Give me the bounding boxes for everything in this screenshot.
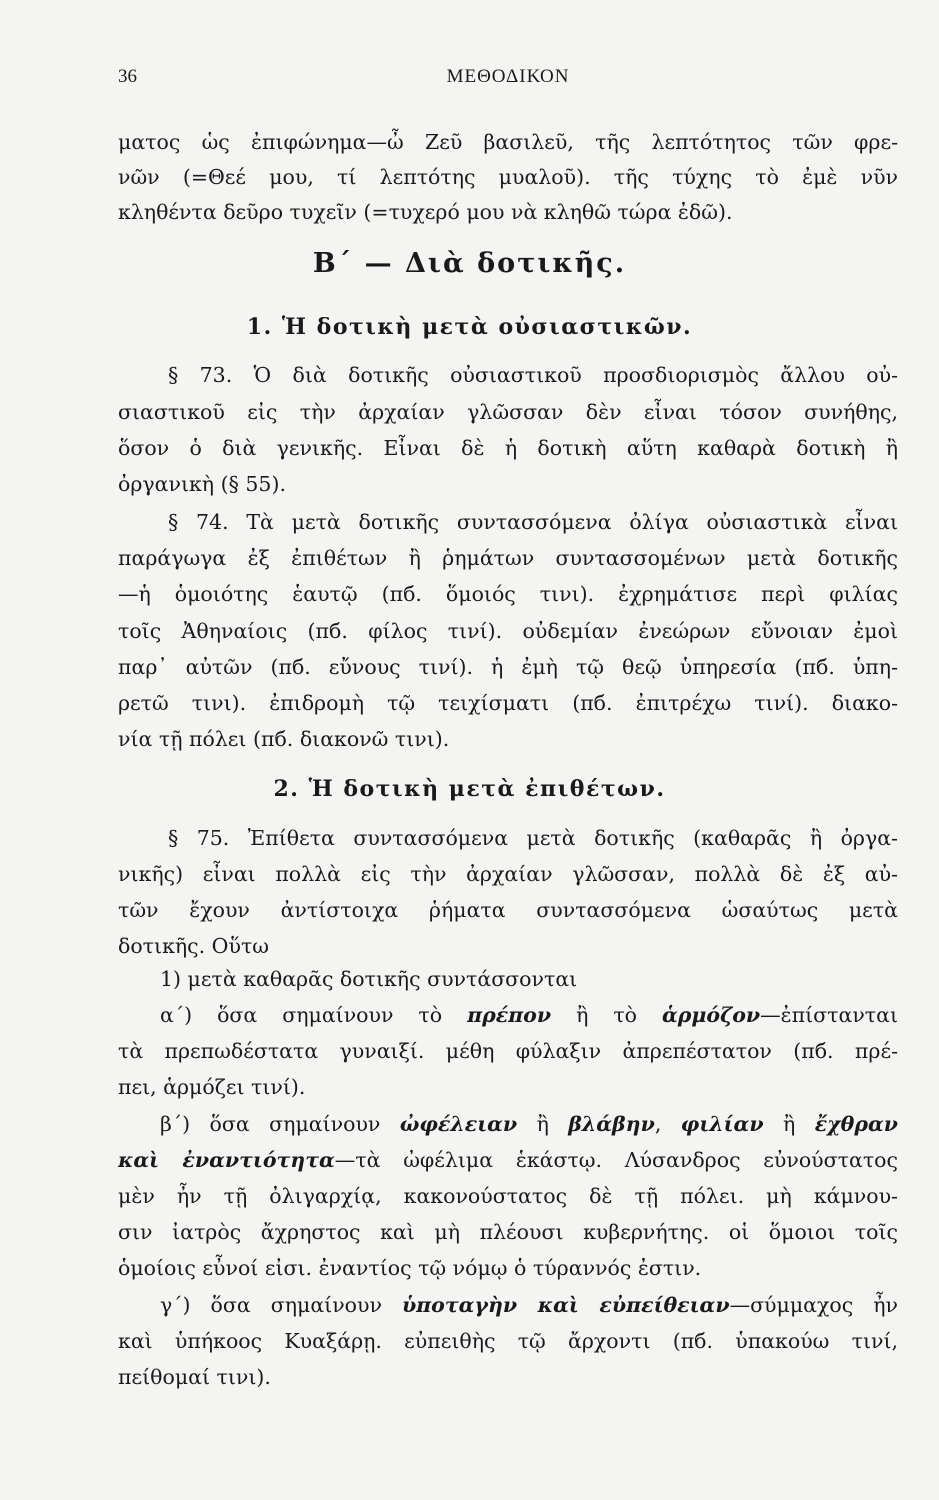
paragraph-74-line: νία τῇ πόλει (πб. διακονῶ τινι). xyxy=(118,727,450,751)
gamma-item-line: γ΄) ὅσα σημαίνουν ὑποταγὴν καὶ εὐπείθειαν—σύμμαχος ἦν xyxy=(160,1293,898,1317)
text-line: κληθέντα δεῦρο τυχεῖν (=τυχερό μου νὰ κληθῶ τώρα ἐδῶ). xyxy=(118,200,733,224)
paragraph-73-line: § 73. Ὁ διὰ δοτικῆς οὐσιαστικοῦ προσδιορισμὸς ἄλλου οὐ- xyxy=(168,363,898,387)
paragraph-75-line: τῶν ἔχουν ἀντίστοιχα ῥήματα συντασσόμενα ὡσαύτως μετὰ xyxy=(118,898,898,922)
paragraph-75-line: § 75. Ἐπίθετα συντασσόμενα μετὰ δοτικῆς (καθαρᾶς ἢ ὀργα- xyxy=(168,826,898,850)
emphasis-term: φιλίαν xyxy=(680,1112,764,1136)
page-header xyxy=(118,66,898,96)
gamma-item-line: καὶ ὑπήκοος Κυαξάρῃ. εὐπειθὴς τῷ ἄρχοντι (πб. ὑπακούω τινί, xyxy=(118,1329,898,1353)
page-number: 36 xyxy=(118,66,137,87)
beta-item-line: ὁμοίοις εὖνοί εἰσι. ἐναντίος τῷ νόμῳ ὁ τύραννός ἐστιν. xyxy=(118,1256,702,1280)
text-line: ματος ὡς ἐπιφώνημα—ὦ Ζεῦ βασιλεῦ, τῆς λεπτότητος τῶν φρε- xyxy=(118,130,898,154)
beta-item-line: σιν ἰατρὸς ἄχρηστος καὶ μὴ πλέουσι κυβερνήτης. οἱ ὅμοιοι τοῖς xyxy=(118,1220,898,1244)
beta-item-line: β΄) ὅσα σημαίνουν ὠφέλειαν ἢ βλάβην, φιλίαν ἢ ἔχθραν xyxy=(160,1112,898,1136)
paragraph-73-line: ὅσον ὁ διὰ γενικῆς. Εἶναι δὲ ἡ δοτικὴ αὕτη καθαρὰ δοτικὴ ἢ xyxy=(118,436,898,460)
emphasis-term: καὶ ἐναντιότητα xyxy=(118,1148,335,1172)
emphasis-term: ἔχθραν xyxy=(814,1112,898,1136)
text-line: νῶν (=Θεέ μου, τί λεπτότης μυαλοῦ). τῆς τύχης τὸ ἐμὲ νῦν xyxy=(118,165,898,189)
paragraph-75-line: νικῆς) εἶναι πολλὰ εἰς τὴν ἀρχαίαν γλῶσσαν, πολλὰ δὲ ἐξ αὐ- xyxy=(118,862,898,886)
beta-item-line: μὲν ἦν τῇ ὀλιγαρχίᾳ, κακονούστατος δὲ τῇ πόλει. μὴ κάμνου- xyxy=(118,1184,898,1208)
emphasis-term: ὠφέλειαν xyxy=(399,1112,518,1136)
subsection-heading: 1. Ἡ δοτικὴ μετὰ οὐσιαστικῶν. xyxy=(246,314,693,340)
paragraph-74-line: τοῖς Ἀθηναίοις (πб. φίλος τινί). οὐδεμίαν ἐνεώρων εὔνοιαν ἐμοὶ xyxy=(118,619,898,643)
beta-item-line: καὶ ἐναντιότητα—τὰ ὠφέλιμα ἑκάστῳ. Λύσανδρος εὐνούστατος xyxy=(118,1148,898,1172)
alpha-item-line: πει, ἁρμόζει τινί). xyxy=(118,1075,306,1099)
subsection-heading: 2. Ἡ δοτικὴ μετὰ ἐπιθέτων. xyxy=(273,776,666,802)
paragraph-75-line: δοτικῆς. Οὕτω xyxy=(118,934,269,958)
paragraph-74-line: —ἡ ὁμοιότης ἑαυτῷ (πб. ὅμοιός τινι). ἐχρημάτισε περὶ φιλίας xyxy=(118,582,898,606)
alpha-item-line: τὰ πρεπωδέστατα γυναιξί. μέθη φύλαξιν ἀπρεπέστατον (πб. πρέ- xyxy=(118,1039,898,1063)
running-head: ΜΕΘΟΔΙΚΟΝ xyxy=(446,66,570,87)
list-item-1: 1) μετὰ καθαρᾶς δοτικῆς συντάσσονται xyxy=(160,967,578,991)
section-heading: Β΄ — Διὰ δοτικῆς. xyxy=(312,248,627,279)
emphasis-term: πρέπον xyxy=(467,1003,552,1027)
paragraph-73-line: ὀργανικὴ (§ 55). xyxy=(118,472,286,496)
paragraph-73-line: σιαστικοῦ εἰς τὴν ἀρχαίαν γλῶσσαν δὲν εἶναι τόσον συνήθης, xyxy=(118,400,898,424)
emphasis-term: ἁρμόζον xyxy=(662,1003,761,1027)
gamma-item-line: πείθομαί τινι). xyxy=(118,1365,271,1389)
emphasis-term: ὑποταγὴν καὶ εὐπείθειαν xyxy=(401,1293,730,1317)
emphasis-term: βλάβην xyxy=(568,1112,655,1136)
paragraph-74-line: § 74. Τὰ μετὰ δοτικῆς συντασσόμενα ὀλίγα οὐσιαστικὰ εἶναι xyxy=(168,510,898,534)
paragraph-74-line: παρ᾽ αὐτῶν (πб. εὔνους τινί). ἡ ἐμὴ τῷ θεῷ ὑπηρεσία (πб. ὑπη- xyxy=(118,655,898,679)
alpha-item-line: α΄) ὅσα σημαίνουν τὸ πρέπον ἢ τὸ ἁρμόζον—ἐπίστανται xyxy=(160,1003,898,1027)
paragraph-74-line: ρετῶ τινι). ἐπιδρομὴ τῷ τειχίσματι (πб. ἐπιτρέχω τινί). διακο- xyxy=(118,691,898,715)
paragraph-74-line: παράγωγα ἐξ ἐπιθέτων ἢ ῥημάτων συντασσομένων μετὰ δοτικῆς xyxy=(118,546,898,570)
